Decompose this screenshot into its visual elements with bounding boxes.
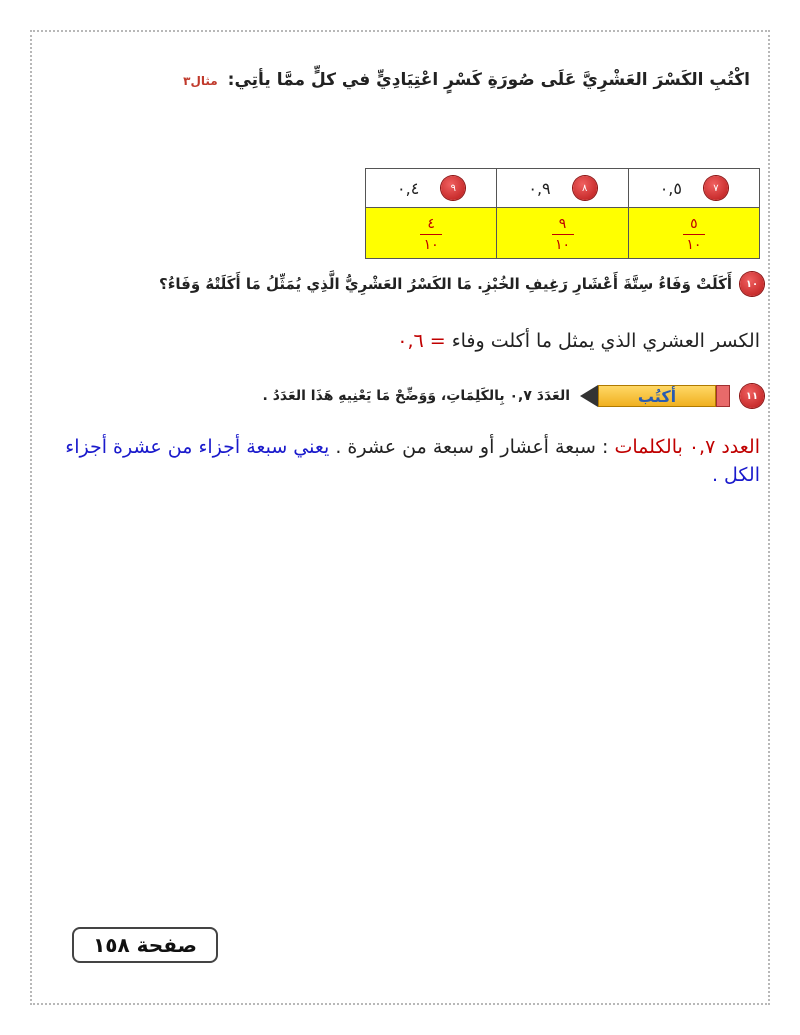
example-tag: مثال٣ bbox=[183, 74, 218, 88]
fraction-denominator: ١٠ bbox=[554, 236, 571, 253]
answer-10-text: الكسر العشري الذي يمثل ما أكلت وفاء bbox=[451, 330, 760, 352]
decimal-fraction-table bbox=[365, 168, 760, 259]
fraction-denominator: ١٠ bbox=[686, 236, 702, 253]
fraction-bar bbox=[552, 234, 574, 235]
instruction bbox=[183, 70, 750, 90]
fraction-answer bbox=[683, 215, 705, 254]
table-cell-decimal bbox=[497, 169, 628, 208]
answer-11 bbox=[40, 433, 760, 489]
pencil-eraser-icon bbox=[716, 385, 730, 407]
pencil-label-text: أكتُب bbox=[598, 385, 716, 407]
question-11-text: العَدَدَ ٠,٧ بِالكَلِمَاتِ، وَوَضِّحْ مَا يَعْنِيهِ هَذَا العَدَدُ . bbox=[262, 388, 570, 404]
answer-11-words: : سبعة أعشار أو سبعة من عشرة . bbox=[335, 436, 615, 458]
table-cell-decimal bbox=[628, 169, 759, 208]
instruction-text: اكْتُبِ الكَسْرَ العَشْرِيَّ عَلَى صُورَةِ كَسْرٍ اعْتِيَادِيٍّ في كلٍّ ممَّا يأتِي: bbox=[227, 70, 750, 90]
fraction-bar bbox=[683, 234, 705, 235]
fraction-answer bbox=[552, 215, 574, 254]
pencil-tip-icon bbox=[580, 385, 598, 407]
decimal-value: ٠,٩ bbox=[528, 178, 551, 198]
question-11 bbox=[263, 383, 764, 409]
question-number-badge: ٧ bbox=[704, 176, 728, 200]
fraction-answer bbox=[420, 215, 442, 254]
question-number-badge: ٨ bbox=[573, 176, 597, 200]
answer-10 bbox=[397, 330, 760, 352]
fraction-numerator: ٩ bbox=[558, 215, 567, 232]
page-number-badge: صفحة ١٥٨ bbox=[72, 927, 218, 963]
question-number-badge: ١١ bbox=[740, 384, 764, 408]
decimal-value: ٠,٤ bbox=[397, 178, 420, 198]
answer-10-value: = ٠,٦ bbox=[397, 330, 446, 352]
answer-11-lead: العدد ٠,٧ بالكلمات bbox=[614, 436, 760, 458]
fraction-bar bbox=[420, 234, 442, 235]
table-cell-fraction bbox=[628, 208, 759, 259]
decimal-value: ٠,٥ bbox=[659, 178, 682, 198]
pencil-write-label bbox=[580, 383, 730, 409]
question-10 bbox=[159, 272, 764, 296]
fraction-numerator: ٤ bbox=[427, 215, 435, 232]
table-cell-fraction bbox=[497, 208, 628, 259]
table-cell-decimal bbox=[366, 169, 497, 208]
table-cell-fraction bbox=[366, 208, 497, 259]
fraction-numerator: ٥ bbox=[690, 215, 698, 232]
question-number-badge: ١٠ bbox=[740, 272, 764, 296]
question-number-badge: ٩ bbox=[441, 176, 465, 200]
question-10-text: أَكَلَتْ وَفَاءُ سِتَّةَ أَعْشَارِ رَغِيفِ الخُبْزِ. مَا الكَسْرُ العَشْرِيُّ الَّذِي يُمَثِّلُ مَا أَكَلَتْهُ وَفَاءُ؟ bbox=[159, 275, 732, 293]
fraction-denominator: ١٠ bbox=[423, 236, 439, 253]
answer-11-meaning: يعني سبعة أجزاء من عشرة أجزاء الكل . bbox=[65, 436, 760, 486]
